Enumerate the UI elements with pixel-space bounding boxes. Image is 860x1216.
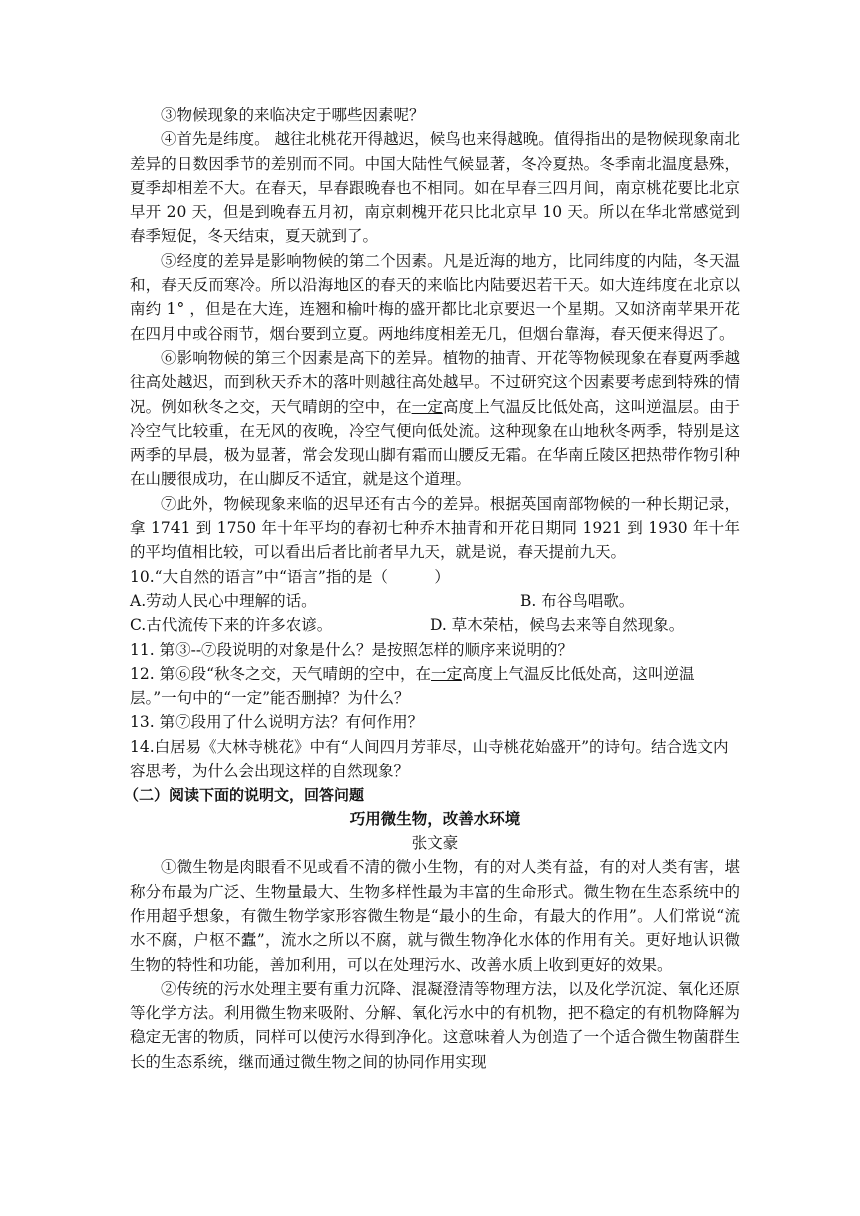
paragraph-6-part-a: ⑥影响物候的第三个因素是高下的差异。植物的抽青、开花等物候现象在春夏两季越往高处越迟，而到秋天乔木的落叶则越往高处越早。不过研究这个因素要考虑到特殊的情况。例如秋冬之交，天气晴朗的空中，在 bbox=[130, 348, 740, 416]
question-12-part-a: 12. 第⑥段“秋冬之交，天气晴朗的空中，在 bbox=[130, 664, 432, 683]
article-title: 巧用微生物，改善水环境 bbox=[349, 810, 521, 829]
question-14: 14.白居易《大林寺桃花》中有“人间四月芳菲尽，山寺桃花始盛开”的诗句。结合选文内容思考，为什么会出现这样的自然现象？ bbox=[130, 737, 729, 781]
option-d: D. 草木荣枯，候鸟去来等自然现象。 bbox=[430, 616, 685, 635]
question-12-part-b: 高度上气温反比低处高，这叫逆温层。”一句中的“一定”能否删掉？为什么？ bbox=[130, 664, 695, 708]
question-13: 13. 第⑦段用了什么说明方法？有何作用？ bbox=[130, 713, 424, 732]
option-a: A.劳动人民心中理解的话。 bbox=[130, 591, 317, 610]
article-author: 张文豪 bbox=[411, 834, 459, 853]
underlined-term: 一定 bbox=[411, 397, 443, 416]
question-10: 10.“大自然的语言”中“语言”指的是（ ） bbox=[130, 567, 450, 586]
paragraph-4: ④首先是纬度。 越往北桃花开得越迟，候鸟也来得越晚。值得指出的是物候现象南北差异的日数因季节的差别而不同。中国大陆性气候显著，冬冷夏热。冬季南北温度悬殊，夏季却相差不大。在春天，早春跟晚春也不相同。如在早春三四月间，南京桃花要比北京早开 20 天，但是到晚春五月初，南京刺槐开花只比北京早 10 天。所以在华北常感觉到春季短促，冬天结束，夏天就到了。 bbox=[130, 130, 740, 246]
paragraph-6-part-b: 高度上气温反比低处高，这叫逆温层。由于冷空气比较重，在无风的夜晚，冷空气便向低处流。这种现象在山地秋冬两季，特别是这两季的早晨，极为显著，常会发现山脚有霜而山腰反无霜。在华南丘陵区把热带作物引种在山腰很成功，在山脚反不适宜，就是这个道理。 bbox=[130, 397, 740, 489]
option-c: C.古代流传下来的许多农谚。 bbox=[130, 616, 333, 635]
article-paragraph-2: ②传统的污水处理主要有重力沉降、混凝澄清等物理方法，以及化学沉淀、氧化还原等化学方法。利用微生物来吸附、分解、氧化污水中的有机物，把不稳定的有机物降解为稳定无害的物质，同样可以使污水得到净化。这意味着人为创造了一个适合微生物菌群生长的生态系统，继而通过微生物之间的协同作用实现 bbox=[130, 979, 740, 1071]
question-12-underlined-term: 一定 bbox=[431, 664, 463, 683]
paragraph-5: ⑤经度的差异是影响物候的第二个因素。凡是近海的地方，比同纬度的内陆，冬天温和，春天反而寒冷。所以沿海地区的春天的来临比内陆要迟若干天。如大连纬度在北京以南约 1° ，但是在大连，连翘和榆叶梅的盛开都比北京要迟一个星期。又如济南苹果开花在四月中或谷雨节，烟台要到立夏。两地纬度相差无几，但烟台靠海，春天便来得迟了。 bbox=[130, 251, 740, 343]
question-12 bbox=[130, 662, 740, 711]
article-paragraph-1: ①微生物是肉眼看不见或看不清的微小生物，有的对人类有益，有的对人类有害，堪称分布最为广泛、生物量最大、生物多样性最为丰富的生命形式。微生物在生态系统中的作用超乎想象，有微生物学家形容微生物是“最小的生命，有最大的作用”。人们常说“流水不腐，户枢不蠹”，流水之所以不腐，就与微生物净化水体的作用有关。更好地认识微生物的特性和功能，善加利用，可以在处理污水、改善水质上收到更好的效果。 bbox=[130, 858, 740, 974]
document-content bbox=[124, 103, 740, 1074]
option-b: B. 布谷鸟唱歌。 bbox=[520, 591, 635, 610]
question-11: 11. 第③--⑦段说明的对象是什么？是按照怎样的顺序来说明的？ bbox=[130, 640, 574, 659]
paragraph-6 bbox=[130, 346, 740, 492]
section-2-heading: （二）阅读下面的说明文，回答问题 bbox=[124, 786, 365, 805]
paragraph-7: ⑦此外，物候现象来临的迟早还有古今的差异。根据英国南部物候的一种长期记录，拿 1741 到 1750 年十年平均的春初七种乔木抽青和开花日期同 1921 到 1930 年十年的平均值相比较，可以看出后者比前者早九天，就是说，春天提前九天。 bbox=[130, 494, 740, 562]
question-10-options-row-2 bbox=[130, 613, 740, 637]
paragraph-3: ③物候现象的来临决定于哪些因素呢？ bbox=[161, 106, 425, 124]
question-10-options-row-1 bbox=[130, 589, 740, 613]
